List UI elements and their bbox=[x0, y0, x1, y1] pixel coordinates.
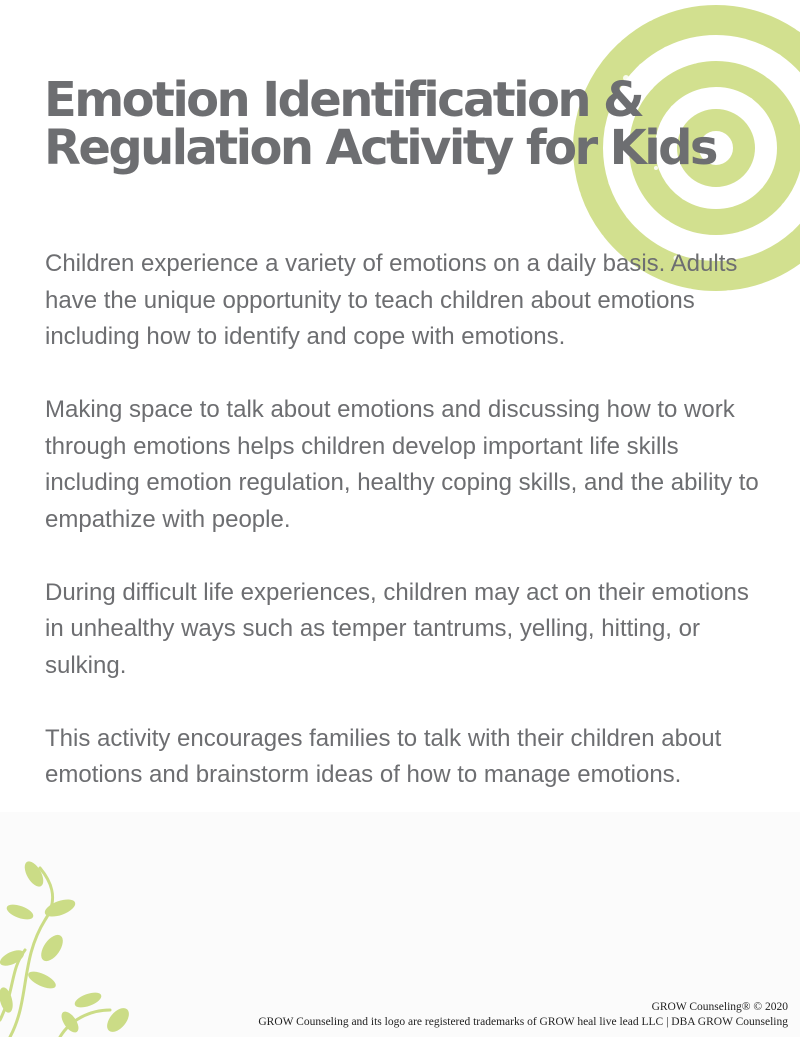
document-title bbox=[44, 72, 764, 176]
paragraph-1: Children experience a variety of emotions on a daily basis. Adults have the unique opportunity to teach children about emotions including how to identify and cope with emotions. bbox=[45, 250, 738, 350]
footer-copyright: GROW Counseling® © 2020 bbox=[651, 1001, 788, 1013]
paragraph-3: During difficult life experiences, children may act on their emotions in unhealthy ways such as temper tantrums, yelling, hitting, or sulking. bbox=[45, 578, 749, 679]
title-line-1: Emotion Identification & bbox=[44, 72, 643, 128]
footer-trademark: GROW Counseling and its logo are registered trademarks of GROW heal live lead LLC | DBA GROW Counseling bbox=[258, 1016, 788, 1028]
footer bbox=[258, 1000, 788, 1030]
body-text bbox=[45, 246, 760, 830]
green-leaf-vine-graphic bbox=[0, 860, 140, 1037]
paragraph-2: Making space to talk about emotions and discussing how to work through emotions helps children develop important life skills including emotion regulation, healthy coping skills, and the ability to empathize with people. bbox=[45, 396, 759, 533]
title-line-2: Regulation Activity for Kids bbox=[44, 120, 716, 176]
paragraph-4: This activity encourages families to talk with their children about emotions and brainstorm ideas of how to manage emotions. bbox=[45, 724, 722, 788]
